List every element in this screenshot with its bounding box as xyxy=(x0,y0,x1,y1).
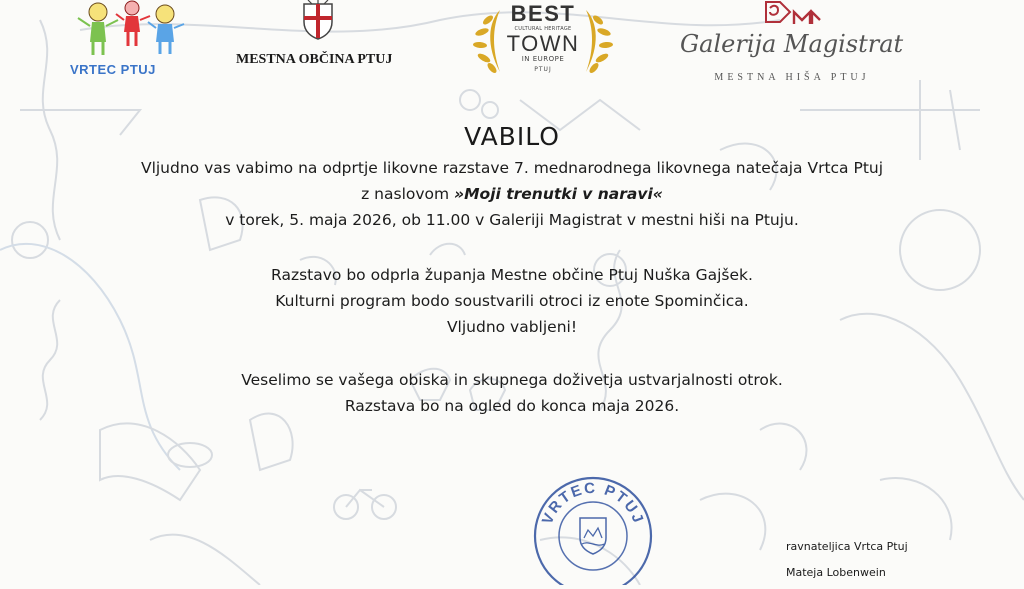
invitation-title: VABILO xyxy=(464,122,560,151)
official-stamp-icon xyxy=(528,476,658,585)
best-label: BEST xyxy=(510,1,576,26)
invitation-body xyxy=(0,119,1024,419)
obcina-logo-name: MESTNA OBČINA PTUJ xyxy=(236,52,393,67)
ptuj-crest-icon xyxy=(300,0,336,40)
invitation-opening: Razstavo bo odprla županja Mestne občine Ptuj Nuška Gajšek. xyxy=(271,266,753,284)
in-europe-label: IN EUROPE xyxy=(521,55,565,63)
children-drawing-icon xyxy=(62,0,192,58)
vrtec-ptuj-logo xyxy=(62,0,192,82)
invitation-closing: Veselimo se vašega obiska in skupnega doživetja ustvarjalnosti otrok. xyxy=(241,371,783,389)
invitation-intro: Vljudno vas vabimo na odprtje likovne razstave 7. mednarodnega likovnega natečaja Vrtca Ptuj xyxy=(140,159,884,177)
signature-role: ravnateljica Vrtca Ptuj xyxy=(786,540,908,553)
exhibition-title-prefix: z naslovom xyxy=(361,185,455,203)
mestna-obcina-logo xyxy=(230,0,420,75)
exhibition-title: »Moji trenutki v naravi« xyxy=(454,185,663,203)
stamp-text: VRTEC PTUJ xyxy=(538,479,648,527)
galerija-logo-subtitle: MESTNA HIŠA PTUJ xyxy=(714,72,870,83)
gm-monogram-icon xyxy=(760,0,824,30)
galerija-logo-name: Galerija Magistrat xyxy=(680,30,904,58)
invitation-date-place: v torek, 5. maja 2026, ob 11.00 v Galeriji Magistrat v mestni hiši na Ptuju. xyxy=(225,211,799,229)
galerija-magistrat-logo xyxy=(676,0,912,90)
best-town-place-label: PTUJ xyxy=(534,66,552,73)
svg-text:VRTEC PTUJ xyxy=(539,480,647,527)
best-town-logo xyxy=(466,0,620,80)
exhibition-title-line xyxy=(0,181,1024,207)
town-label: TOWN xyxy=(506,31,580,56)
invitation-welcome: Vljudno vabljeni! xyxy=(446,318,578,336)
invitation-program: Kulturni program bodo soustvarili otroci iz enote Spominčica. xyxy=(275,292,749,310)
cultural-heritage-label: CULTURAL HERITAGE xyxy=(514,26,572,32)
vrtec-logo-name: VRTEC PTUJ xyxy=(70,62,156,77)
invitation-duration: Razstava bo na ogled do konca maja 2026. xyxy=(344,397,680,415)
signature-name: Mateja Lobenwein xyxy=(786,566,886,579)
official-stamp xyxy=(528,476,658,585)
